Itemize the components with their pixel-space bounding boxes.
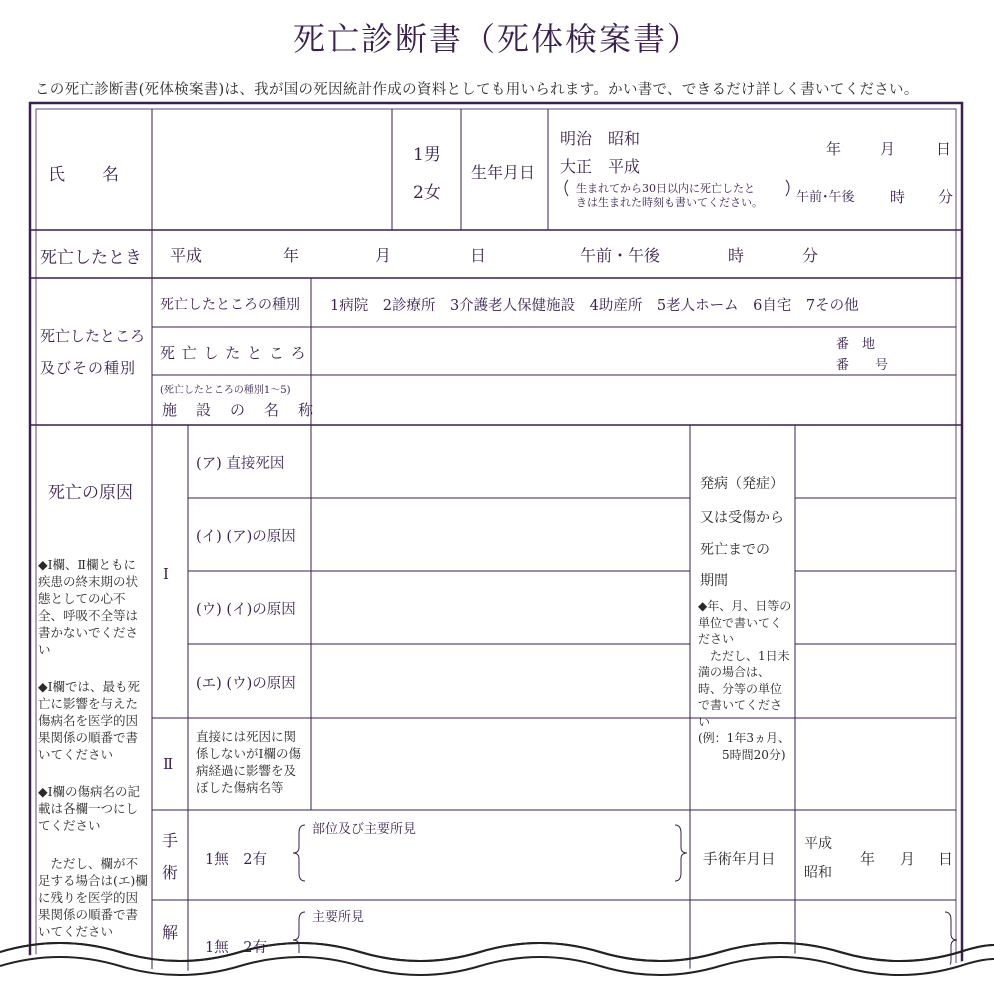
intro-text: この死亡診断書(死体検案書)は、我が国の死因統計作成の資料としても用いられます。かい書で、できるだけ詳しく書いてください。 (35, 82, 919, 98)
autopsy-options[interactable]: 1無 2有 (205, 940, 267, 956)
cause-row-i-label: (イ) (ア)の原因 (196, 529, 296, 545)
cause-row-II-label: 直接には死因に関係しないがⅠ欄の傷病経過に影響を及ぼした傷病名等 (196, 729, 301, 795)
surgery-label-2: 術 (162, 863, 179, 882)
surgery-day-unit: 日 (938, 850, 954, 868)
cause-label: 死亡の原因 (48, 483, 133, 503)
place-field[interactable] (316, 330, 816, 372)
birth-hour-unit: 時 (890, 188, 906, 206)
surgery-date-label: 手術年月日 (703, 852, 776, 868)
cause-note-4: ただし、欄が不足する場合は(エ)欄に残りを医学的因果関係の順番で書いてください (38, 856, 148, 939)
facility-name-field[interactable] (316, 378, 952, 422)
section-II-label: Ⅱ (163, 755, 174, 773)
place-label: 死 亡 し た と こ ろ (160, 344, 307, 362)
birth-ampm[interactable]: 午前･午後 (796, 190, 855, 205)
surgery-label-1: 手 (162, 831, 179, 850)
birth-month-unit: 月 (880, 140, 896, 158)
cause-e-field[interactable] (314, 647, 687, 715)
period-u-field[interactable] (798, 574, 952, 641)
death-time-label: 死亡したとき (40, 248, 142, 268)
death-hour-unit: 時 (728, 246, 745, 265)
sex-male-option[interactable]: 1男 (413, 145, 441, 165)
page-title: 死亡診断書（死体検案書） (292, 20, 701, 58)
surgery-era-showa[interactable]: 昭和 (804, 865, 832, 881)
period-II-field[interactable] (798, 721, 952, 807)
surgery-options[interactable]: 1無 2有 (205, 852, 267, 868)
cause-note-2: ◆Ⅰ欄では、最も死亡に影響を与えた傷病名を医学的因果関係の順番で書いてください (38, 679, 141, 762)
name-label: 氏 名 (48, 165, 120, 185)
section-I-label: Ⅰ (163, 565, 169, 583)
place-label-2: 及びその種別 (40, 359, 137, 377)
birth-year-unit: 年 (826, 140, 842, 158)
era-taisho-heisei[interactable]: 大正 平成 (560, 157, 641, 176)
period-label-2: 又は受傷から (700, 510, 784, 526)
death-era: 平成 (170, 246, 203, 265)
cause-i-field[interactable] (314, 501, 687, 568)
surgery-year-unit: 年 (860, 850, 876, 868)
cause-note-3: ◆Ⅰ欄の傷病名の記載は各欄一つにしてください (38, 784, 141, 833)
name-field[interactable] (156, 112, 388, 226)
surgery-era-heisei[interactable]: 平成 (804, 836, 832, 852)
surgery-month-unit: 月 (900, 850, 916, 868)
period-label-4: 期間 (700, 573, 728, 589)
cause-row-e-label: (エ) (ウ)の原因 (196, 676, 296, 692)
cause-II-field[interactable] (314, 721, 687, 807)
autopsy-findings-label: 主要所見 (312, 910, 365, 925)
birth-day-unit: 日 (936, 140, 952, 158)
sex-female-option[interactable]: 2女 (413, 183, 441, 203)
autopsy-label-1: 解 (162, 923, 179, 942)
death-month-unit: 月 (375, 246, 392, 265)
place-label-1: 死亡したところ (40, 327, 146, 345)
place-type-options[interactable]: 1病院 2診療所 3介護老人保健施設 4助産所 5老人ホーム 6自宅 7その他 (330, 298, 859, 314)
period-e-field[interactable] (798, 647, 952, 715)
birth-note-1: 生まれてから30日以内に死亡したと (576, 182, 755, 195)
death-ampm[interactable]: 午前・午後 (580, 246, 661, 265)
birth-note-2: きは生まれた時刻も書いてください。 (576, 196, 763, 209)
birth-date-label: 生年月日 (471, 163, 536, 182)
death-year-unit: 年 (283, 246, 300, 265)
banchi-label: 番 地 (836, 337, 876, 352)
facility-label: 施 設 の 名 称 (162, 401, 316, 419)
facility-note: (死亡したところの種別1～5) (160, 385, 291, 396)
bango-label: 番 号 (836, 358, 889, 373)
death-minute-unit: 分 (802, 246, 819, 265)
cause-a-field[interactable] (314, 428, 687, 495)
period-a-field[interactable] (798, 428, 952, 495)
surgery-findings-field[interactable] (310, 836, 670, 886)
death-day-unit: 日 (470, 246, 487, 265)
cause-row-a-label: (ア) 直接死因 (196, 456, 285, 472)
birth-minute-unit: 分 (938, 188, 954, 206)
period-label-1: 発病（発症） (700, 476, 784, 492)
torn-edge (0, 940, 994, 995)
surgery-findings-label: 部位及び主要所見 (312, 822, 417, 837)
cause-u-field[interactable] (314, 574, 687, 641)
period-i-field[interactable] (798, 501, 952, 568)
period-note: ◆年、月、日等の単位で書いてください ただし、1日未満の場合は、時、分等の単位で書いてください (例：1年3ヵ月、 5時間20分) (698, 599, 792, 762)
era-meiji-showa[interactable]: 明治 昭和 (560, 129, 641, 148)
period-label-3: 死亡までの (700, 542, 770, 558)
place-type-label: 死亡したところの種別 (160, 297, 300, 313)
cause-note-1: ◆Ⅰ欄、Ⅱ欄ともに疾患の終末期の状態としての心不全、呼吸不全等は書かないでください (38, 557, 139, 657)
cause-row-u-label: (ウ) (イ)の原因 (196, 602, 296, 618)
